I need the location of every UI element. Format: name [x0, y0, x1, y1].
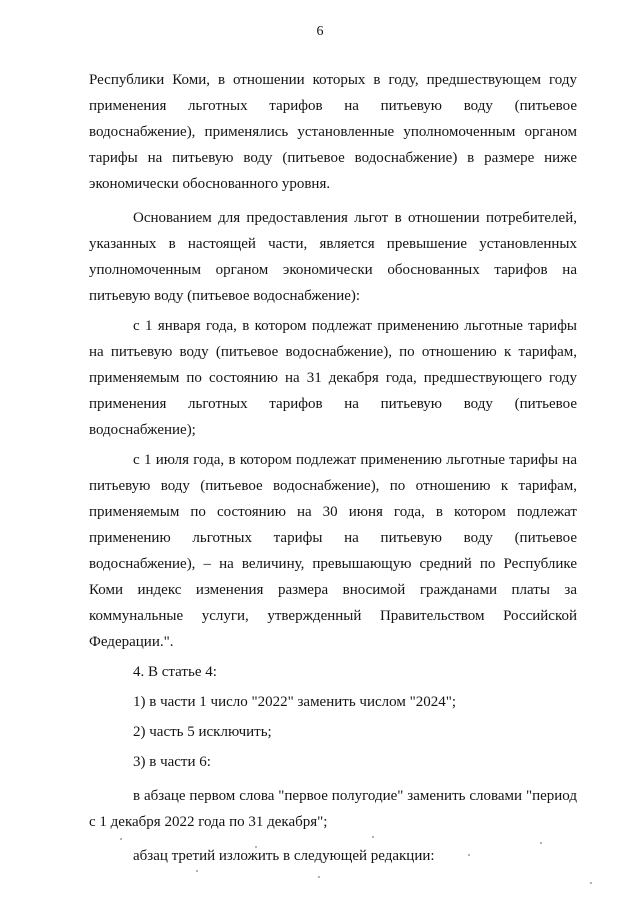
- scan-speck: [255, 846, 257, 848]
- paragraph-first-abzac-main: в абзаце первом слова "первое полугодие" заменить словами "период с 1 декабря 2022 года по 31 декабря: [89, 788, 577, 830]
- paragraph-from-january: с 1 января года, в котором подлежат применению льготные тарифы на питьевую воду (питьевое водоснабжение), по отношению к тарифам, применяемым по состоянию на 31 декабря года, предшествующего году применения льготных тарифов на питьевую воду (питьевое водоснабжение);: [89, 318, 577, 438]
- paragraph-first-abzac: [89, 783, 577, 835]
- paragraph-item-3: 3) в части 6:: [133, 754, 211, 770]
- paragraph-first-abzac-tail: ";: [317, 814, 328, 830]
- paragraph-continuation: Республики Коми, в отношении которых в году, предшествующем году применения льготных тарифов на питьевую воду (питьевое водоснабжение), применялись установленные уполномоченным органом тарифы на питьевую воду (питьевое водоснабжение) в размере ниже экономически обоснованного уровня.: [89, 72, 577, 192]
- scan-speck: [590, 882, 592, 884]
- scan-speck: [196, 870, 198, 872]
- document-body: [89, 67, 577, 869]
- scan-speck: [468, 854, 470, 856]
- scan-speck: [372, 836, 374, 838]
- paragraph-third-abzac: абзац третий изложить в следующей редакции:: [133, 848, 435, 864]
- paragraph-from-july: с 1 июля года, в котором подлежат применению льготные тарифы на питьевую воду (питьевое водоснабжение), по отношению к тарифам, применяемым по состоянию на 30 июня года, в котором подлежат применению льготных тарифы на питьевую воду (питьевое водоснабжение), – на величину, превышающую средний по Республике Коми индекс изменения размера вносимой гражданами платы за коммунальные услуги, утвержденный Правительством Российской Федерации.".: [89, 452, 577, 650]
- page-number: 6: [316, 24, 324, 39]
- scan-noise: [0, 832, 640, 892]
- paragraph-basis-for-benefits: Основанием для предоставления льгот в отношении потребителей, указанных в настоящей части, является превышение установленных уполномоченным органом экономически обоснованных тарифов на питьевую воду (питьевое водоснабжение):: [89, 210, 577, 304]
- paragraph-article-4: 4. В статье 4:: [133, 664, 217, 680]
- paragraph-item-2: 2) часть 5 исключить;: [133, 724, 272, 740]
- scan-speck: [120, 838, 122, 840]
- scan-speck: [540, 842, 542, 844]
- paragraph-item-1: 1) в части 1 число "2022" заменить числом "2024";: [133, 694, 456, 710]
- scan-speck: [318, 876, 320, 878]
